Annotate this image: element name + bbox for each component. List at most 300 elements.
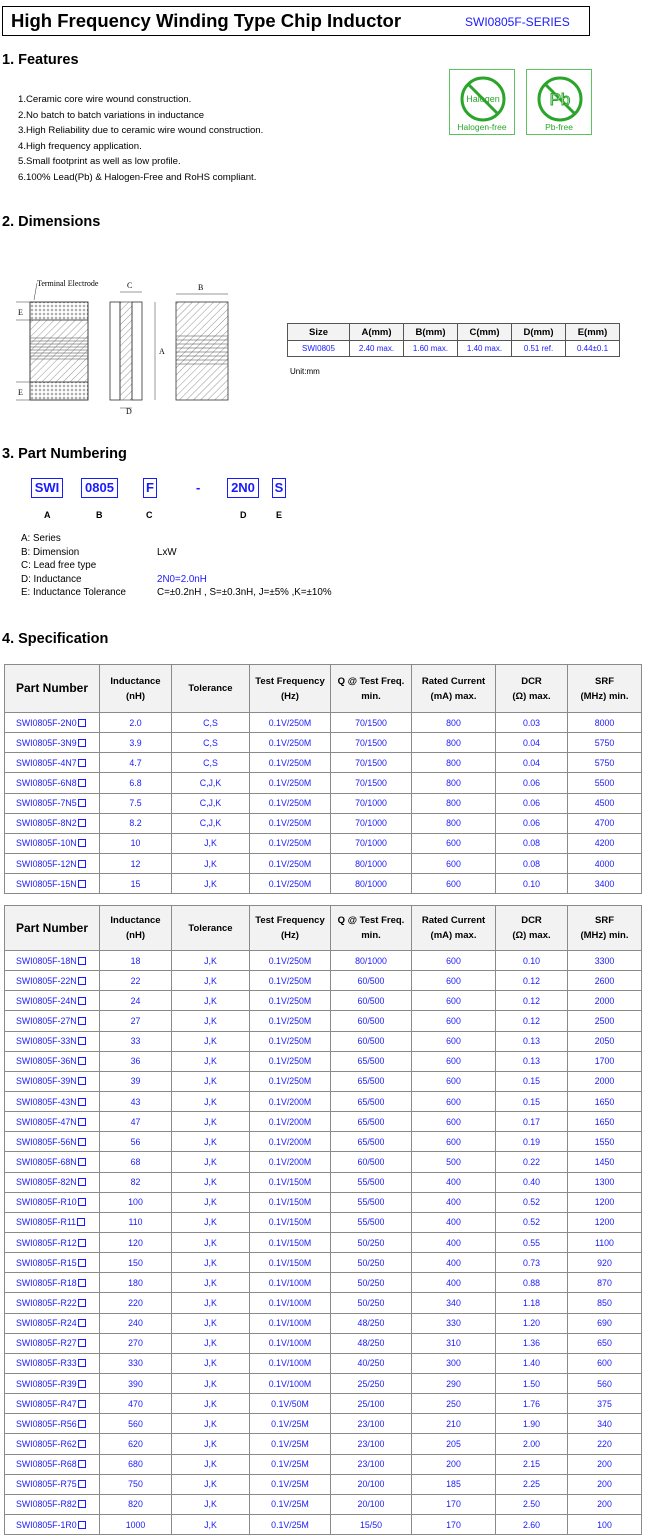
spec-cell: 80/1000	[331, 951, 412, 971]
feature-item: 2.No batch to batch variations in inductance	[18, 109, 205, 121]
tolerance-placeholder-box	[78, 1158, 86, 1166]
tolerance-placeholder-box	[78, 739, 86, 747]
spec-cell: 12	[100, 853, 172, 873]
spec-cell: 0.1V/250M	[250, 1031, 331, 1051]
spec-cell: 800	[412, 813, 496, 833]
spec-cell: 1.40	[496, 1353, 568, 1373]
tolerance-placeholder-box	[78, 997, 86, 1005]
spec-header-cell	[172, 665, 250, 713]
spec-cell: 3400	[568, 874, 642, 894]
spec-cell: 55/500	[331, 1172, 412, 1192]
spec-cell: 47	[100, 1112, 172, 1132]
spec-cell: 560	[100, 1414, 172, 1434]
dim-header: B(mm)	[404, 324, 458, 341]
spec-cell: 36	[100, 1051, 172, 1071]
pn-legend-value: C=±0.2nH , S=±0.3nH, J=±5% ,K=±10%	[157, 587, 332, 598]
part-number-text: SWI0805F-8N2	[16, 818, 77, 829]
part-number-cell	[5, 1031, 100, 1051]
spec-cell: 0.40	[496, 1172, 568, 1192]
spec-cell: 39	[100, 1071, 172, 1091]
d-label: D	[126, 407, 132, 416]
spec-cell: J,K	[172, 1011, 250, 1031]
part-number-cell	[5, 991, 100, 1011]
spec-cell: 800	[412, 773, 496, 793]
spec-cell: 200	[568, 1494, 642, 1514]
spec-cell: 560	[568, 1373, 642, 1393]
part-number-text: SWI0805F-R22	[16, 1297, 77, 1308]
spec-cell: 240	[100, 1313, 172, 1333]
spec-cell: 375	[568, 1394, 642, 1414]
tolerance-placeholder-box	[78, 880, 86, 888]
spec-cell: 60/500	[331, 1011, 412, 1031]
spec-cell: 25/100	[331, 1394, 412, 1414]
spec-cell: 0.1V/25M	[250, 1414, 331, 1434]
dim-cell: 0.44±0.1	[566, 341, 620, 357]
spec-cell: 68	[100, 1152, 172, 1172]
pn-legend-value: 2N0=2.0nH	[157, 573, 207, 585]
spec-cell: 23/100	[331, 1434, 412, 1454]
part-number-text: SWI0805F-6N8	[16, 777, 77, 788]
part-number-cell	[5, 793, 100, 813]
spec-cell: 0.1V/25M	[250, 1474, 331, 1494]
part-number-cell	[5, 1253, 100, 1273]
spec-cell: 70/1000	[331, 833, 412, 853]
spec-row	[5, 1212, 642, 1232]
halogen-free-caption: Halogen-free	[457, 122, 507, 132]
spec-cell: J,K	[172, 1091, 250, 1111]
spec-row	[5, 1192, 642, 1212]
spec-cell: 340	[412, 1293, 496, 1313]
spec-header-line2: (mA) max.	[430, 930, 477, 941]
spec-cell: 0.1V/50M	[250, 1394, 331, 1414]
spec-header-line1: Rated Current	[421, 675, 486, 687]
spec-cell: 250	[412, 1394, 496, 1414]
spec-header-cell	[412, 906, 496, 951]
pn-code-inductance: 2N0	[227, 478, 259, 498]
spec-cell: 0.10	[496, 951, 568, 971]
spec-cell: 0.52	[496, 1192, 568, 1212]
part-number-cell	[5, 853, 100, 873]
spec-cell: 80/1000	[331, 853, 412, 873]
spec-cell: J,K	[172, 1152, 250, 1172]
part-number-text: SWI0805F-R47	[16, 1398, 77, 1409]
spec-cell: J,K	[172, 1394, 250, 1414]
part-number-text: SWI0805F-3N9	[16, 737, 77, 748]
spec-cell: 0.1V/100M	[250, 1333, 331, 1353]
pb-icon-text: Pb	[549, 90, 571, 109]
spec-cell: 70/1500	[331, 733, 412, 753]
spec-cell: C,J,K	[172, 793, 250, 813]
spec-cell: 400	[412, 1232, 496, 1252]
part-number-cell	[5, 1353, 100, 1373]
spec-row	[5, 874, 642, 894]
spec-cell: 0.1V/250M	[250, 833, 331, 853]
spec-cell: 48/250	[331, 1333, 412, 1353]
part-number-text: SWI0805F-R27	[16, 1338, 77, 1349]
part-number-cell	[5, 1132, 100, 1152]
part-number-text: SWI0805F-10N	[16, 838, 77, 849]
spec-cell: 0.1V/25M	[250, 1514, 331, 1534]
pn-legend-row	[21, 546, 177, 560]
spec-cell: 0.1V/100M	[250, 1373, 331, 1393]
part-number-text: SWI0805F-18N	[16, 955, 77, 966]
spec-cell: 0.55	[496, 1232, 568, 1252]
spec-table-2	[4, 905, 642, 1535]
tolerance-placeholder-box	[78, 1319, 86, 1327]
spec-header-cell	[331, 906, 412, 951]
spec-cell: 1000	[100, 1514, 172, 1534]
spec-cell: 650	[568, 1333, 642, 1353]
spec-row	[5, 1232, 642, 1252]
spec-cell: C,S	[172, 753, 250, 773]
tolerance-placeholder-box	[78, 1017, 86, 1025]
spec-header-line2: (MHz) min.	[580, 930, 629, 941]
spec-header-cell	[496, 665, 568, 713]
spec-row	[5, 1474, 642, 1494]
pn-legend-label: E: Inductance Tolerance	[21, 587, 126, 598]
spec-header-cell	[250, 665, 331, 713]
spec-cell: 0.1V/250M	[250, 951, 331, 971]
spec-cell: J,K	[172, 1313, 250, 1333]
feature-item: 3.High Reliability due to ceramic wire wound construction.	[18, 125, 264, 136]
spec-header-line1: Part Number	[15, 681, 89, 695]
pb-free-icon	[535, 74, 585, 124]
dimension-table	[287, 323, 620, 357]
spec-cell: C,S	[172, 713, 250, 733]
part-number-text: SWI0805F-R10	[16, 1197, 77, 1208]
spec-cell: J,K	[172, 1373, 250, 1393]
spec-cell: 0.1V/250M	[250, 813, 331, 833]
spec-cell: 0.1V/250M	[250, 1051, 331, 1071]
spec-cell: 0.13	[496, 1031, 568, 1051]
spec-cell: J,K	[172, 1454, 250, 1474]
spec-cell: 400	[412, 1192, 496, 1212]
tolerance-placeholder-box	[78, 1098, 86, 1106]
spec-cell: 60/500	[331, 1152, 412, 1172]
spec-header-line2: (MHz) min.	[580, 690, 629, 702]
spec-header-line2: (nH)	[126, 690, 145, 702]
spec-cell: 0.1V/150M	[250, 1253, 331, 1273]
spec-cell: J,K	[172, 1051, 250, 1071]
tolerance-placeholder-box	[78, 977, 86, 985]
tolerance-placeholder-box	[78, 1460, 86, 1468]
spec-cell: 290	[412, 1373, 496, 1393]
spec-cell: 50/250	[331, 1293, 412, 1313]
spec-cell: J,K	[172, 874, 250, 894]
spec-header-line2: (Hz)	[281, 690, 299, 702]
spec-cell: 0.1V/200M	[250, 1132, 331, 1152]
tolerance-placeholder-box	[78, 957, 86, 965]
spec-cell: 0.1V/250M	[250, 733, 331, 753]
part-number-cell	[5, 1112, 100, 1132]
spec-cell: 1700	[568, 1051, 642, 1071]
feature-item: 1.Ceramic core wire wound construction.	[18, 94, 192, 105]
spec-cell: J,K	[172, 991, 250, 1011]
spec-cell: 0.12	[496, 991, 568, 1011]
spec-cell: 4000	[568, 853, 642, 873]
part-number-text: SWI0805F-4N7	[16, 757, 77, 768]
spec-cell: 0.52	[496, 1212, 568, 1232]
part-number-cell	[5, 1454, 100, 1474]
spec-cell: 0.1V/200M	[250, 1091, 331, 1111]
spec-cell: 23/100	[331, 1454, 412, 1474]
tolerance-placeholder-box	[78, 1339, 86, 1347]
pn-code-dimension: 0805	[81, 478, 118, 498]
spec-row	[5, 813, 642, 833]
part-number-cell	[5, 1514, 100, 1534]
spec-cell: 170	[412, 1514, 496, 1534]
spec-cell: 33	[100, 1031, 172, 1051]
part-number-text: SWI0805F-2N0	[16, 717, 77, 728]
part-number-text: SWI0805F-R18	[16, 1277, 77, 1288]
tolerance-placeholder-box	[78, 1299, 86, 1307]
part-number-text: SWI0805F-33N	[16, 1036, 77, 1047]
spec-cell: 0.12	[496, 1011, 568, 1031]
spec-cell: 2.15	[496, 1454, 568, 1474]
spec-cell: 0.13	[496, 1051, 568, 1071]
pn-code-leadfree: F	[143, 478, 157, 498]
spec-cell: J,K	[172, 1232, 250, 1252]
dim-header: E(mm)	[566, 324, 620, 341]
spec-cell: C,J,K	[172, 773, 250, 793]
dimensions-heading: 2. Dimensions	[2, 214, 101, 230]
dim-header: Size	[288, 324, 350, 341]
spec-cell: 65/500	[331, 1132, 412, 1152]
spec-cell: 5500	[568, 773, 642, 793]
pn-code-tolerance: S	[272, 478, 286, 498]
spec-cell: 0.06	[496, 793, 568, 813]
spec-header-line1: Tolerance	[188, 683, 233, 694]
spec-row	[5, 1494, 642, 1514]
halogen-free-icon	[458, 74, 508, 124]
spec-cell: 870	[568, 1273, 642, 1293]
part-number-cell	[5, 1494, 100, 1514]
spec-cell: 2050	[568, 1031, 642, 1051]
spec-header-cell	[331, 665, 412, 713]
spec-cell: 330	[412, 1313, 496, 1333]
spec-table-1	[4, 664, 642, 894]
pn-legend-row	[21, 532, 126, 546]
spec-cell: 0.08	[496, 833, 568, 853]
spec-cell: 100	[100, 1192, 172, 1212]
spec-cell: 1650	[568, 1112, 642, 1132]
spec-cell: 0.1V/100M	[250, 1313, 331, 1333]
spec-cell: 0.1V/250M	[250, 853, 331, 873]
spec-cell: 750	[100, 1474, 172, 1494]
pn-letter-d: D	[240, 510, 247, 520]
spec-header-cell	[568, 665, 642, 713]
spec-header-line1: Tolerance	[188, 922, 233, 934]
dim-cell: 2.40 max.	[350, 341, 404, 357]
spec-cell: 15/50	[331, 1514, 412, 1534]
spec-cell: 1.36	[496, 1333, 568, 1353]
spec-cell: 0.1V/150M	[250, 1232, 331, 1252]
feature-item: 5.Small footprint as well as low profile.	[18, 156, 181, 167]
spec-row	[5, 1273, 642, 1293]
spec-cell: 70/1000	[331, 793, 412, 813]
spec-cell: 820	[100, 1494, 172, 1514]
unit-label: Unit:mm	[290, 367, 320, 376]
part-number-cell	[5, 1394, 100, 1414]
spec-cell: 0.1V/25M	[250, 1434, 331, 1454]
spec-cell: 0.1V/250M	[250, 874, 331, 894]
tolerance-placeholder-box	[78, 1118, 86, 1126]
spec-header-line1: Q @ Test Freq.	[337, 675, 405, 687]
spec-cell: 1.18	[496, 1293, 568, 1313]
spec-cell: 690	[568, 1313, 642, 1333]
spec-header-line1: Test Frequency	[255, 915, 325, 926]
spec-cell: 65/500	[331, 1091, 412, 1111]
part-number-text: SWI0805F-36N	[16, 1056, 77, 1067]
pn-letter-e: E	[276, 510, 283, 520]
part-number-cell	[5, 1434, 100, 1454]
tolerance-placeholder-box	[78, 1480, 86, 1488]
spec-row	[5, 991, 642, 1011]
spec-cell: 400	[412, 1273, 496, 1293]
spec-cell: 24	[100, 991, 172, 1011]
part-number-cell	[5, 1232, 100, 1252]
spec-cell: 27	[100, 1011, 172, 1031]
part-number-cell	[5, 1333, 100, 1353]
tolerance-placeholder-box	[78, 1500, 86, 1508]
spec-cell: 2.60	[496, 1514, 568, 1534]
spec-header-line2: min.	[361, 930, 381, 941]
part-number-text: SWI0805F-R56	[16, 1418, 77, 1429]
spec-cell: 15	[100, 874, 172, 894]
part-number-text: SWI0805F-R12	[16, 1237, 77, 1248]
series-label: SWI0805F-SERIES	[465, 15, 570, 29]
part-number-text: SWI0805F-27N	[16, 1015, 77, 1026]
spec-cell: 4700	[568, 813, 642, 833]
spec-header-row	[5, 906, 642, 951]
spec-cell: 600	[412, 833, 496, 853]
spec-row	[5, 1353, 642, 1373]
spec-cell: 40/250	[331, 1353, 412, 1373]
pn-legend-label: B: Dimension	[21, 546, 80, 558]
spec-cell: 1550	[568, 1132, 642, 1152]
pn-letter-c: C	[146, 510, 153, 520]
tolerance-placeholder-box	[78, 860, 86, 868]
spec-cell: 600	[412, 853, 496, 873]
spec-cell: 22	[100, 971, 172, 991]
spec-cell: 0.06	[496, 773, 568, 793]
spec-cell: 43	[100, 1091, 172, 1111]
spec-cell: 0.22	[496, 1152, 568, 1172]
tolerance-placeholder-box	[78, 1359, 86, 1367]
tolerance-placeholder-box	[78, 799, 86, 807]
spec-row	[5, 733, 642, 753]
spec-cell: 0.1V/150M	[250, 1192, 331, 1212]
spec-cell: 4500	[568, 793, 642, 813]
part-number-cell	[5, 1313, 100, 1333]
part-number-text: SWI0805F-15N	[16, 878, 77, 889]
part-number-cell	[5, 733, 100, 753]
spec-cell: 1200	[568, 1212, 642, 1232]
spec-row	[5, 1313, 642, 1333]
part-number-cell	[5, 874, 100, 894]
spec-cell: 2.00	[496, 1434, 568, 1454]
spec-row	[5, 1051, 642, 1071]
part-number-text: SWI0805F-R24	[16, 1318, 77, 1329]
spec-cell: 50/250	[331, 1273, 412, 1293]
part-number-text: SWI0805F-R68	[16, 1459, 77, 1470]
spec-cell: 0.1V/200M	[250, 1152, 331, 1172]
spec-row	[5, 1514, 642, 1534]
pn-legend-row	[21, 573, 207, 587]
spec-cell: 0.15	[496, 1071, 568, 1091]
spec-body-2	[5, 951, 642, 1535]
spec-cell: 600	[412, 1011, 496, 1031]
spec-cell: 620	[100, 1434, 172, 1454]
spec-cell: 150	[100, 1253, 172, 1273]
spec-cell: 205	[412, 1434, 496, 1454]
spec-header-line1: SRF	[595, 675, 614, 687]
spec-cell: 4.7	[100, 753, 172, 773]
pn-code-series: SWI	[31, 478, 63, 498]
spec-cell: 220	[568, 1434, 642, 1454]
spec-header-line1: Test Frequency	[255, 675, 325, 687]
feature-item: 4.High frequency application.	[18, 140, 142, 152]
spec-cell: 0.04	[496, 733, 568, 753]
part-number-text: SWI0805F-82N	[16, 1177, 77, 1188]
pn-letter-b: B	[96, 510, 103, 520]
spec-row	[5, 773, 642, 793]
feature-item: 6.100% Lead(Pb) & Halogen-Free and RoHS compliant.	[18, 171, 257, 183]
spec-row	[5, 1373, 642, 1393]
spec-cell: 800	[412, 733, 496, 753]
spec-cell: 200	[568, 1454, 642, 1474]
spec-header-cell	[100, 906, 172, 951]
part-number-cell	[5, 1071, 100, 1091]
part-number-cell	[5, 1273, 100, 1293]
part-number-text: SWI0805F-68N	[16, 1156, 77, 1167]
spec-cell: 0.1V/150M	[250, 1172, 331, 1192]
spec-cell: 600	[412, 1091, 496, 1111]
spec-row	[5, 753, 642, 773]
spec-cell: 2000	[568, 991, 642, 1011]
part-number-text: SWI0805F-R33	[16, 1358, 77, 1369]
spec-cell: J,K	[172, 1071, 250, 1091]
spec-cell: 65/500	[331, 1071, 412, 1091]
spec-cell: 56	[100, 1132, 172, 1152]
spec-row	[5, 1293, 642, 1313]
spec-row	[5, 853, 642, 873]
spec-cell: 600	[412, 1112, 496, 1132]
tolerance-placeholder-box	[78, 819, 86, 827]
part-number-text: SWI0805F-R62	[16, 1438, 77, 1449]
dim-header: D(mm)	[512, 324, 566, 341]
tolerance-placeholder-box	[78, 779, 86, 787]
spec-cell: 1.76	[496, 1394, 568, 1414]
spec-cell: J,K	[172, 1353, 250, 1373]
spec-cell: 80/1000	[331, 874, 412, 894]
spec-row	[5, 1333, 642, 1353]
spec-cell: 600	[412, 951, 496, 971]
spec-cell: 55/500	[331, 1192, 412, 1212]
spec-cell: J,K	[172, 1474, 250, 1494]
spec-cell: J,K	[172, 853, 250, 873]
spec-cell: J,K	[172, 833, 250, 853]
tolerance-placeholder-box	[78, 1037, 86, 1045]
spec-row	[5, 713, 642, 733]
spec-cell: 0.1V/25M	[250, 1494, 331, 1514]
spec-cell: J,K	[172, 1112, 250, 1132]
spec-cell: 0.04	[496, 753, 568, 773]
spec-cell: J,K	[172, 1273, 250, 1293]
spec-body-1	[5, 713, 642, 894]
spec-cell: 0.1V/100M	[250, 1353, 331, 1373]
features-list	[18, 92, 263, 185]
